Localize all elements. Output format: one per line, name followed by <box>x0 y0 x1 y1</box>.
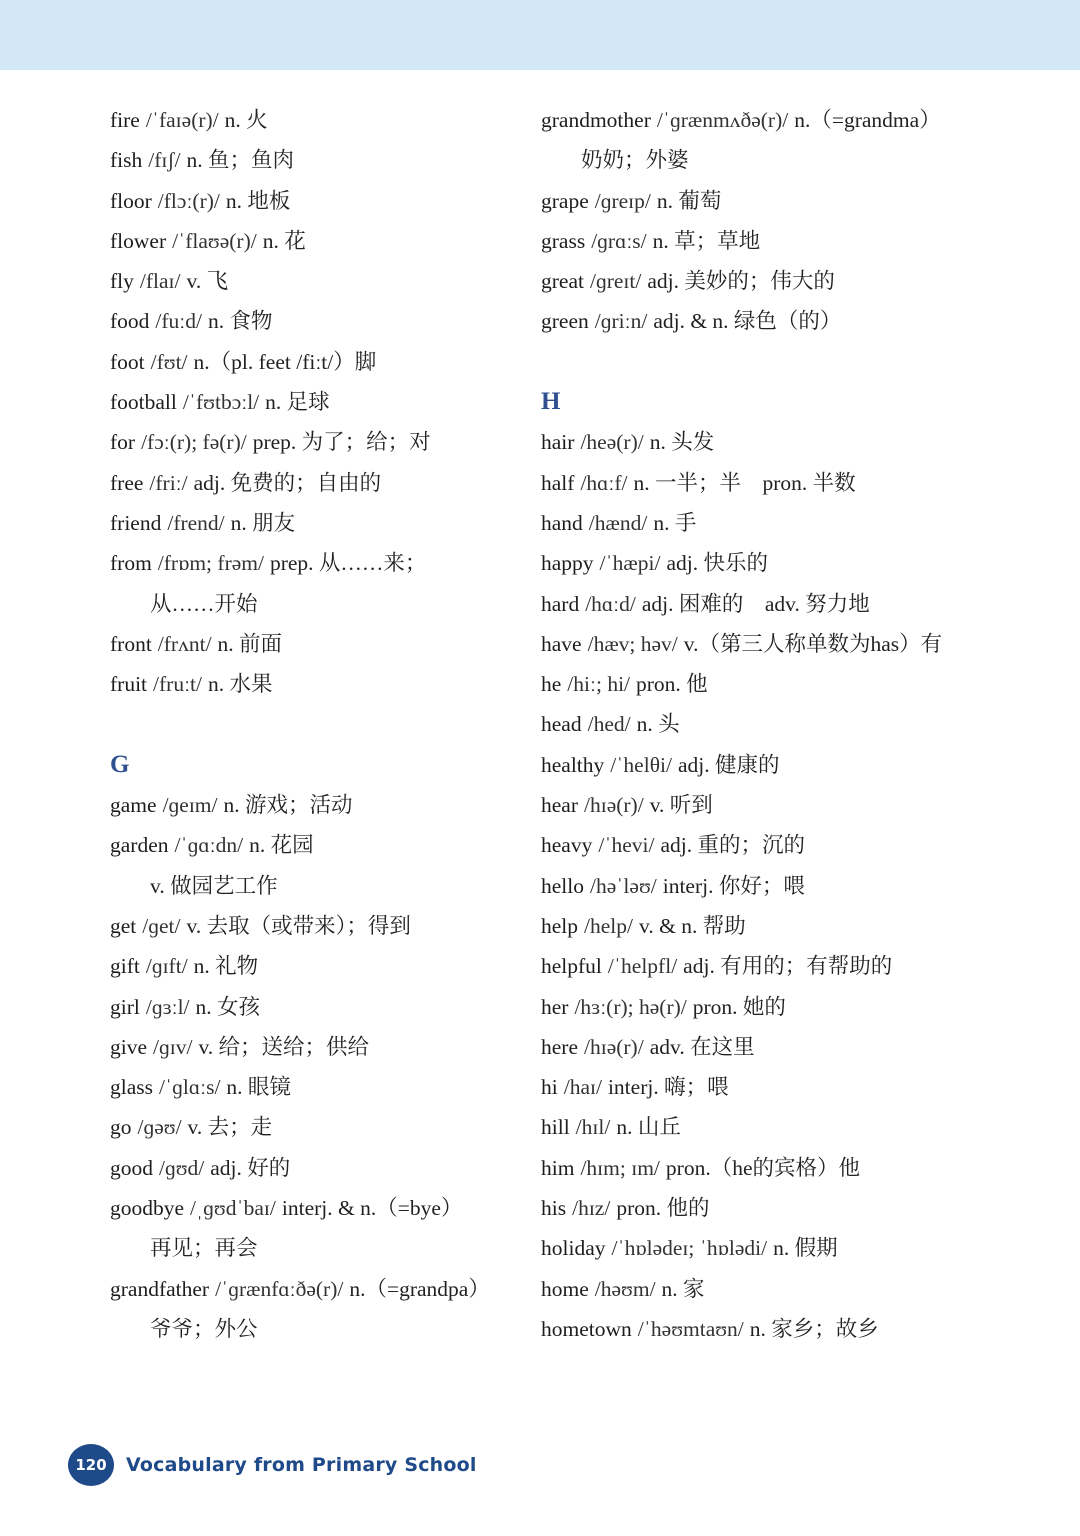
entry-pronunciation: /fuːd/ <box>155 309 203 334</box>
entry-definition: adj. 困难的 adv. 努力地 <box>641 591 870 616</box>
entry-continuation: 爷爷；外公 <box>150 1316 258 1341</box>
entry-word: fish <box>110 148 143 173</box>
entry-word: head <box>541 712 582 737</box>
vocab-entry <box>541 866 961 906</box>
vocab-entry <box>541 987 961 1027</box>
entry-definition: pron. 他的 <box>616 1196 710 1221</box>
vocab-entry <box>541 785 961 825</box>
vocab-entry <box>110 463 520 503</box>
entry-continuation: v. 做园艺工作 <box>150 873 278 898</box>
entry-pronunciation: /ɡreɪp/ <box>594 188 651 213</box>
entry-continuation: 从……开始 <box>150 591 258 616</box>
entry-pronunciation: /haɪ/ <box>563 1075 602 1100</box>
entry-pronunciation: /ɡreɪt/ <box>589 269 642 294</box>
vocab-entry <box>110 1107 520 1147</box>
vocab-entry <box>541 946 961 986</box>
entry-continuation: 再见；再会 <box>150 1236 258 1261</box>
entry-pronunciation: /ˈhæpi/ <box>599 551 661 576</box>
entry-pronunciation: /hɪz/ <box>572 1196 611 1221</box>
entry-definition: n. 头发 <box>649 430 715 455</box>
vocab-entry <box>110 382 520 422</box>
entry-word: have <box>541 631 582 656</box>
entry-pronunciation: /ɡrɑːs/ <box>591 228 647 253</box>
vocab-entry <box>110 301 520 341</box>
entry-definition: v. 去取（或带来）；得到 <box>186 913 411 938</box>
entry-definition: n.（=grandpa） <box>349 1276 490 1301</box>
entry-definition: n. 眼镜 <box>226 1075 291 1100</box>
entry-definition: n. 家乡；故乡 <box>749 1316 879 1341</box>
entry-word: grape <box>541 188 589 213</box>
entry-definition: n.（=grandma） <box>794 108 941 132</box>
page-footer <box>68 1444 477 1486</box>
entry-word: helpful <box>541 954 602 979</box>
entry-definition: n. 草；草地 <box>652 228 761 253</box>
entry-definition: adj. 好的 <box>210 1155 291 1180</box>
entry-definition: interj. 嗨；喂 <box>607 1075 729 1100</box>
page-number-badge: 120 <box>68 1444 114 1486</box>
entry-pronunciation: /həʊm/ <box>594 1276 656 1301</box>
vocab-entry <box>110 1067 520 1107</box>
entry-pronunciation: /help/ <box>584 913 633 938</box>
entry-pronunciation: /ˈflaʊə(r)/ <box>172 228 257 253</box>
vocab-entry <box>541 1188 961 1228</box>
entry-definition: v.（第三人称单数为has）有 <box>683 631 943 656</box>
vocab-entry <box>110 664 520 704</box>
entry-word: hill <box>541 1115 570 1140</box>
entry-definition: prep. 为了；给；对 <box>252 430 431 455</box>
entry-definition: adj. 免费的；自由的 <box>193 470 382 495</box>
entry-pronunciation: /flaɪ/ <box>139 269 181 294</box>
entry-word: home <box>541 1276 589 1301</box>
entry-pronunciation: /heə(r)/ <box>580 430 644 455</box>
vocab-entry <box>541 1228 961 1268</box>
entry-definition: n.（pl. feet /fiːt/）脚 <box>193 349 377 374</box>
entry-word: gift <box>110 954 140 979</box>
entry-word: good <box>110 1155 153 1180</box>
vocab-entry <box>110 906 520 946</box>
entry-pronunciation: /hɪl/ <box>575 1115 611 1140</box>
entry-pronunciation: /frend/ <box>167 510 225 535</box>
entry-pronunciation: /friː/ <box>149 470 188 495</box>
right-column <box>541 100 961 1349</box>
entry-word: he <box>541 672 562 697</box>
entry-definition: n. 花 <box>262 228 306 253</box>
entry-word: help <box>541 913 579 938</box>
entry-definition: interj. 你好；喂 <box>662 873 805 898</box>
entry-pronunciation: /hiː; hi/ <box>567 672 631 697</box>
entry-word: green <box>541 309 589 334</box>
vocab-entry <box>541 301 961 341</box>
entry-word: glass <box>110 1075 153 1100</box>
entry-pronunciation: /hɪm; ɪm/ <box>580 1155 660 1180</box>
entry-pronunciation: /hɪə(r)/ <box>584 793 644 818</box>
entry-word: hand <box>541 510 583 535</box>
entry-definition: prep. 从……来； <box>269 551 427 576</box>
entry-word: grass <box>541 228 586 253</box>
entry-definition: adj. 健康的 <box>677 752 780 777</box>
entry-continuation: 奶奶；外婆 <box>581 148 689 173</box>
entry-word: from <box>110 551 152 576</box>
entry-definition: n. 一半；半 pron. 半数 <box>633 470 856 495</box>
vocab-entry <box>541 1148 961 1188</box>
entry-definition: adj. 美妙的；伟大的 <box>647 269 835 294</box>
entry-pronunciation: /frɒm; frəm/ <box>157 551 264 576</box>
vocab-entry <box>541 1067 961 1107</box>
entry-word: flower <box>110 228 167 253</box>
entry-definition: pron. 他 <box>636 672 708 697</box>
vocab-entry <box>110 1027 520 1067</box>
entry-pronunciation: /fʊt/ <box>150 349 188 374</box>
entry-pronunciation: /frʌnt/ <box>157 631 212 656</box>
vocab-entry <box>110 825 520 865</box>
entry-pronunciation: /fruːt/ <box>153 672 202 697</box>
vocab-entry <box>110 503 520 543</box>
entry-definition: n. 山丘 <box>616 1115 681 1140</box>
entry-definition: n. 手 <box>653 510 697 535</box>
entry-pronunciation: /ˈɡrænfɑːðə(r)/ <box>215 1276 344 1301</box>
vocab-entry <box>541 745 961 785</box>
vocab-entry <box>541 221 961 261</box>
entry-word: free <box>110 470 144 495</box>
entry-definition: n. 足球 <box>265 390 330 415</box>
entry-pronunciation: /flɔː(r)/ <box>157 188 220 213</box>
vocab-entry <box>110 140 520 180</box>
entry-definition: adj. 有用的；有帮助的 <box>683 954 893 979</box>
entry-word: go <box>110 1115 132 1140</box>
left-column <box>110 100 520 1349</box>
entry-pronunciation: /ˈhelθi/ <box>610 752 672 777</box>
entry-pronunciation: /hɑːf/ <box>580 470 628 495</box>
entry-word: great <box>541 269 584 294</box>
vocab-entry <box>541 624 961 664</box>
entry-definition: n. 女孩 <box>195 994 261 1019</box>
entry-word: fruit <box>110 672 148 697</box>
entry-word: hi <box>541 1075 558 1100</box>
entry-word: goodbye <box>110 1196 185 1221</box>
entry-pronunciation: /hɪə(r)/ <box>584 1034 644 1059</box>
entry-definition: n. 朋友 <box>230 510 296 535</box>
section-letter: G <box>110 750 130 778</box>
entry-definition: adv. 在这里 <box>649 1034 755 1059</box>
entry-word: get <box>110 913 137 938</box>
entry-word: fire <box>110 108 140 132</box>
entry-word: hard <box>541 591 580 616</box>
entry-pronunciation: /ˈfaɪə(r)/ <box>145 108 219 132</box>
entry-definition: n. 葡萄 <box>656 188 722 213</box>
vocab-entry <box>110 221 520 261</box>
vocab-entry <box>110 261 520 301</box>
entry-pronunciation: /həˈləʊ/ <box>590 873 657 898</box>
entry-word: front <box>110 631 152 656</box>
entry-pronunciation: /ɡʊd/ <box>159 1155 205 1180</box>
entry-definition: n. 水果 <box>208 672 273 697</box>
entry-word: girl <box>110 994 140 1019</box>
entry-pronunciation: /ɡeɪm/ <box>162 793 218 818</box>
top-color-band <box>0 0 1080 70</box>
entry-definition: n. 前面 <box>217 631 283 656</box>
vocab-entry <box>541 1309 961 1349</box>
entry-pronunciation: /ɡɪft/ <box>145 954 188 979</box>
entry-definition: pron. 她的 <box>692 994 786 1019</box>
entry-definition: n. 鱼；鱼肉 <box>186 148 295 173</box>
entry-definition: n. 家 <box>661 1276 705 1301</box>
vocab-entry <box>110 624 520 664</box>
entry-pronunciation: /ɡriːn/ <box>594 309 648 334</box>
vocab-entry <box>110 1188 520 1228</box>
entry-word: healthy <box>541 752 605 777</box>
vocab-entry <box>541 261 961 301</box>
entry-pronunciation: /ɡɪv/ <box>153 1034 193 1059</box>
entry-word: him <box>541 1155 575 1180</box>
entry-definition: n. 头 <box>636 712 680 737</box>
entry-word: hello <box>541 873 584 898</box>
vocab-entry <box>110 946 520 986</box>
section-spacer <box>541 342 961 382</box>
entry-pronunciation: /ɡɜːl/ <box>145 994 190 1019</box>
entry-definition: v. 给；送给；供给 <box>198 1034 370 1059</box>
entry-pronunciation: /hɑːd/ <box>585 591 636 616</box>
entry-word: give <box>110 1034 148 1059</box>
entry-definition: pron.（he的宾格）他 <box>665 1155 860 1180</box>
vocab-entry <box>110 1148 520 1188</box>
entry-pronunciation: /ˈɡɑːdn/ <box>174 833 244 858</box>
vocab-entry <box>110 785 520 825</box>
vocab-entry <box>541 463 961 503</box>
vocab-entry <box>541 181 961 221</box>
entry-word: her <box>541 994 569 1019</box>
entry-definition: n. 火 <box>224 108 268 132</box>
entry-pronunciation: /fɪʃ/ <box>148 148 181 173</box>
entry-definition: v. & n. 帮助 <box>639 913 746 938</box>
entry-definition: v. 听到 <box>649 793 713 818</box>
vocab-entry <box>110 987 520 1027</box>
entry-definition: n. 礼物 <box>193 954 259 979</box>
entry-pronunciation: /ɡet/ <box>142 913 181 938</box>
entry-word: grandmother <box>541 108 651 132</box>
entry-pronunciation: /hæv; həv/ <box>587 631 678 656</box>
vocab-entry <box>541 503 961 543</box>
section-spacer <box>110 704 520 744</box>
entry-definition: n. 游戏；活动 <box>223 793 353 818</box>
entry-word: hear <box>541 793 578 818</box>
entry-definition: adj. & n. 绿色（的） <box>653 309 842 334</box>
entry-word: foot <box>110 349 145 374</box>
entry-word: grandfather <box>110 1276 210 1301</box>
section-letter: H <box>541 388 561 416</box>
entry-pronunciation: /ˈɡlɑːs/ <box>159 1075 221 1100</box>
vocab-entry <box>541 422 961 462</box>
vocab-entry <box>541 1027 961 1067</box>
vocab-entry <box>541 1269 961 1309</box>
entry-definition: v. 去；走 <box>187 1115 273 1140</box>
entry-definition: adj. 快乐的 <box>666 551 768 576</box>
entry-definition: v. 飞 <box>186 269 229 294</box>
vocab-entry <box>110 543 520 583</box>
entry-definition: interj. & n.（=bye） <box>281 1196 463 1221</box>
vocab-entry <box>110 100 520 140</box>
entry-pronunciation: /ˈhelpfl/ <box>607 954 678 979</box>
entry-word: heavy <box>541 833 593 858</box>
entry-pronunciation: /ˈhevi/ <box>598 833 655 858</box>
vocab-entry <box>110 342 520 382</box>
entry-definition: n. 地板 <box>225 188 291 213</box>
entry-pronunciation: /ˈhəʊmtaʊn/ <box>637 1316 744 1341</box>
entry-word: floor <box>110 188 152 213</box>
entry-pronunciation: /ˈhɒlədeɪ; ˈhɒlədi/ <box>611 1236 768 1261</box>
entry-word: hair <box>541 430 575 455</box>
entry-pronunciation: /fɔː(r); fə(r)/ <box>141 430 247 455</box>
vocab-entry <box>110 181 520 221</box>
entry-word: half <box>541 470 575 495</box>
vocab-entry <box>110 1269 520 1309</box>
entry-word: fly <box>110 269 134 294</box>
entry-definition: adj. 重的；沉的 <box>660 833 805 858</box>
entry-word: football <box>110 390 177 415</box>
entry-word: game <box>110 793 157 818</box>
entry-word: garden <box>110 833 169 858</box>
entry-pronunciation: /hænd/ <box>588 510 648 535</box>
vocab-entry <box>541 584 961 624</box>
entry-pronunciation: /ɡəʊ/ <box>137 1115 182 1140</box>
entry-word: food <box>110 309 150 334</box>
entry-pronunciation: /ˈfʊtbɔːl/ <box>182 390 260 415</box>
entry-word: for <box>110 430 136 455</box>
entry-word: friend <box>110 510 162 535</box>
entry-word: hometown <box>541 1316 632 1341</box>
entry-pronunciation: /hed/ <box>587 712 631 737</box>
entry-definition: n. 假期 <box>773 1236 838 1261</box>
entry-word: here <box>541 1034 578 1059</box>
entry-pronunciation: /ˈɡrænmʌðə(r)/ <box>656 108 789 132</box>
entry-word: his <box>541 1196 567 1221</box>
entry-definition: n. 花园 <box>249 833 314 858</box>
footer-title: Vocabulary from Primary School <box>126 1454 477 1476</box>
entry-pronunciation: /hɜː(r); hə(r)/ <box>574 994 687 1019</box>
vocab-entry <box>541 906 961 946</box>
entry-word: happy <box>541 551 594 576</box>
vocab-entry <box>541 825 961 865</box>
entry-definition: n. 食物 <box>208 309 273 334</box>
vocab-entry <box>541 100 961 140</box>
vocab-entry <box>110 422 520 462</box>
entry-word: holiday <box>541 1236 606 1261</box>
vocab-entry <box>541 704 961 744</box>
entry-pronunciation: /ˌɡʊdˈbaɪ/ <box>190 1196 276 1221</box>
vocab-entry <box>541 1107 961 1147</box>
vocab-entry <box>541 543 961 583</box>
vocab-entry <box>541 664 961 704</box>
